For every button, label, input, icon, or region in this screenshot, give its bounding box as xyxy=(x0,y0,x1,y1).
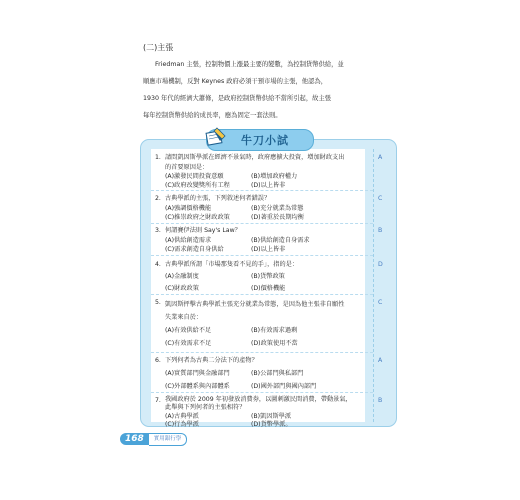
answer-option: (D)以上皆非 xyxy=(251,182,286,189)
answer-option: (A)古典學派 xyxy=(165,413,199,420)
paragraph-line: Friedman 主張，控制物價上漲最主要的變數，為控制貨幣供給，並 xyxy=(155,61,344,68)
question-number: 3. xyxy=(155,227,161,234)
paragraph-line: 順應市場機制，反對 Keynes 政府必須干預市場的主張，他認為， xyxy=(143,78,327,85)
answer-option: (A)金融制度 xyxy=(165,273,199,280)
section-heading: (二)主張 xyxy=(143,43,174,52)
question-divider xyxy=(151,190,373,191)
page-number: 168 xyxy=(120,433,149,445)
question-text: 凱因斯抨擊古典學派主張充分就業為常態，是因為他主張非自願性 失業來自於： xyxy=(165,301,345,321)
question-text: 何謂賽伊法則 Say's Law？ xyxy=(165,227,241,234)
answer-option: (C)推崇政府之財政政策 xyxy=(165,214,230,221)
question-divider xyxy=(151,255,373,256)
answer-key: D xyxy=(378,261,383,268)
answer-option: (D)以上皆非 xyxy=(251,246,286,253)
paragraph-line: 1930 年代的經濟大蕭條，是政府控制貨幣供給不當所引起，故主張 xyxy=(143,95,332,102)
question-text: 古典學派所謂「市場那隻看不見的手」，指的是： xyxy=(165,261,299,268)
quiz-title-banner xyxy=(206,129,314,151)
answer-option: (B)公部門與私部門 xyxy=(251,370,304,377)
answer-option: (C)政府改變獎所有工程 xyxy=(165,182,230,189)
answer-column-divider xyxy=(373,149,374,422)
question-number: 4. xyxy=(155,261,161,268)
question-text: 請問凱因斯學派在經濟不景氣時，政府應擴大投資，增加財政支出 的首要原因是： xyxy=(165,154,345,171)
book-title-label: 實用銀行學 xyxy=(149,433,188,446)
answer-option: (B)有效需求過剩 xyxy=(251,327,298,334)
answer-option: (D)著重於長期均衡 xyxy=(251,214,304,221)
question-divider xyxy=(151,294,373,295)
answer-option: (C)財政政策 xyxy=(165,285,199,292)
answer-key: B xyxy=(378,227,383,234)
answer-option: (A)有效供給不足 xyxy=(165,327,212,334)
answer-option: (C)外部體系與內部體系 xyxy=(165,383,230,390)
question-text: 下列何者為古典二分法下的產物？ xyxy=(165,357,258,364)
answer-key: C xyxy=(378,195,383,202)
answer-option: (B)增加政府權力 xyxy=(251,173,298,180)
answer-key: B xyxy=(378,397,383,404)
answer-option: (A)激發民間投資意願 xyxy=(165,173,224,180)
answer-option: (B)貨幣政策 xyxy=(251,273,285,280)
question-divider xyxy=(151,392,373,393)
section-paragraph xyxy=(143,56,393,124)
question-number: 1. xyxy=(155,154,161,161)
pencil-icon xyxy=(203,124,229,150)
question-number: 2. xyxy=(155,195,161,202)
answer-option: (D)價格機能 xyxy=(251,285,286,292)
answer-option: (D)貨幣學派。 xyxy=(251,421,292,428)
page-footer xyxy=(120,433,187,445)
question-number: 7. xyxy=(155,397,161,404)
question-number: 5. xyxy=(155,299,161,306)
answer-key: A xyxy=(378,154,383,161)
answer-option: (B)充分就業為常態 xyxy=(251,205,304,212)
answer-option: (D)國外部門與國內部門 xyxy=(251,383,317,390)
quiz-title: 牛刀小試 xyxy=(241,134,289,147)
answer-option: (C)需求創造自身供給 xyxy=(165,246,224,253)
answer-option: (B)供給創造自身需求 xyxy=(251,237,310,244)
answer-option: (C)行為學派 xyxy=(165,421,199,428)
question-number: 6. xyxy=(155,357,161,364)
question-text: 我國政府於 2009 年初發放消費券，以圖刺激民間消費，帶動景氣， 此舉與下列何者的主張相符？ xyxy=(165,396,352,411)
answer-option: (A)實質部門與金融部門 xyxy=(165,370,230,377)
answer-option: (D)政策使用不當 xyxy=(251,340,298,347)
answer-key: C xyxy=(378,299,383,306)
answer-option: (B)凱因斯學派 xyxy=(251,413,292,420)
answer-key: A xyxy=(378,357,383,364)
paragraph-line: 每年控制貨幣供給的成長率，應為固定一套法則。 xyxy=(143,112,282,119)
answer-option: (A)供給創造需求 xyxy=(165,237,212,244)
question-divider xyxy=(151,352,373,353)
question-text: 古典學派的主張，下列敘述何者錯誤？ xyxy=(165,195,271,202)
answer-option: (C)有效需求不足 xyxy=(165,340,212,347)
question-divider xyxy=(151,223,373,224)
answer-option: (A)強調價格機能 xyxy=(165,205,212,212)
